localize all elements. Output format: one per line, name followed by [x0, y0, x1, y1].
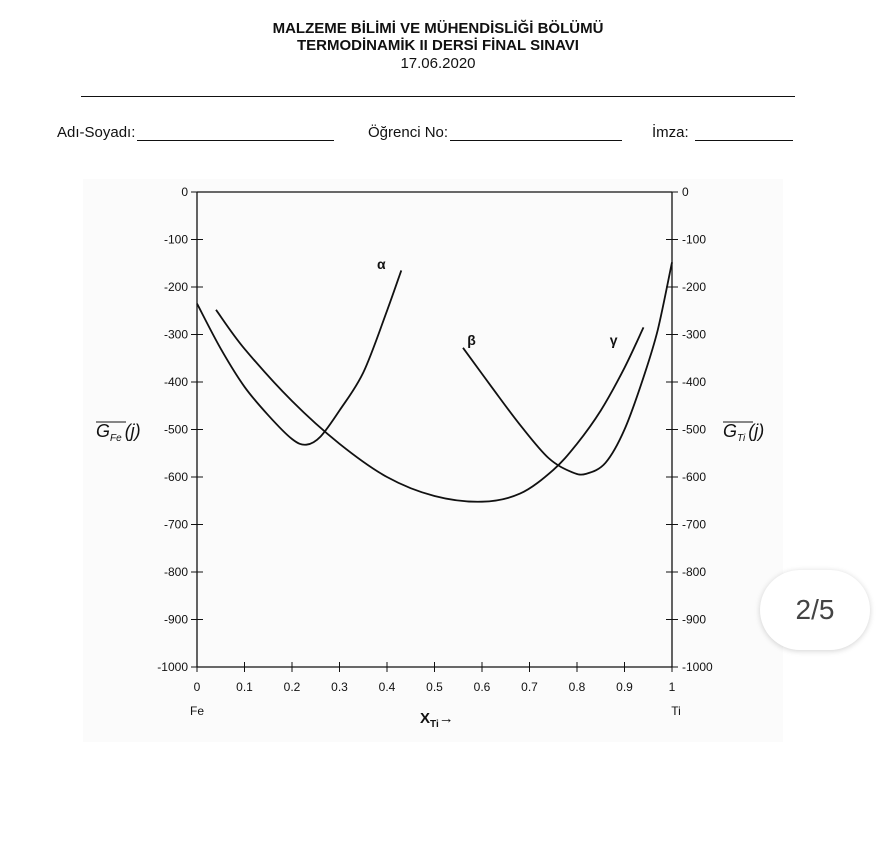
name-blank-line [137, 124, 334, 141]
x-tick-label: 0.6 [473, 680, 491, 694]
y-tick-label-left: -500 [163, 422, 188, 437]
x-tick-label: 0.8 [568, 680, 586, 694]
name-field [57, 124, 334, 141]
chart-curves [197, 262, 672, 501]
signature-blank-line [695, 124, 793, 141]
y-tick-label-left: -1000 [157, 660, 188, 674]
y-axis-title-right-text: $G_{Ti}$ (j) [723, 421, 765, 444]
x-tick-label: 1 [668, 680, 676, 694]
curve-beta [216, 310, 644, 502]
y-axis-title-right [723, 421, 764, 444]
y-tick-label-left: -800 [163, 565, 188, 579]
y-tick-label-right: -300 [682, 327, 707, 342]
x-end-label-ti: Ti [671, 704, 681, 718]
chart-axes [197, 192, 672, 667]
x-tick-label: 0.4 [378, 680, 396, 694]
x-axis-title: $X_{Ti}\to$ [420, 710, 454, 730]
x-tick-label: 0.2 [283, 680, 301, 694]
title-line-2: TERMODİNAMİK II DERSİ FİNAL SINAVI [297, 37, 579, 54]
y-tick-label-left: -900 [163, 612, 188, 627]
x-end-label-fe: Fe [189, 704, 205, 718]
student-no-label: Öğrenci No: [368, 124, 449, 141]
y-tick-label-right: -400 [682, 375, 707, 389]
x-tick-label: 0.3 [331, 680, 348, 694]
y-axis-title-left [96, 421, 141, 444]
signature-label: İmza: [652, 124, 689, 141]
curve-gamma [463, 262, 672, 474]
y-tick-label-right: -500 [682, 422, 707, 437]
curve-label-beta: β [467, 331, 476, 348]
y-axis-title-left-text: $G_{Fe}$ (j) [96, 421, 141, 444]
curve-alpha [197, 270, 401, 444]
x-tick-label: 0.1 [236, 680, 253, 694]
y-tick-label-left: -700 [163, 517, 188, 532]
y-tick-label-right: -1000 [682, 660, 713, 674]
chart-ticks [157, 185, 713, 694]
y-tick-label-left: -600 [163, 470, 188, 484]
gibbs-energy-chart-panel [83, 179, 783, 742]
chart-labels [96, 256, 764, 730]
curve-label-alpha: α [377, 255, 386, 272]
gibbs-energy-chart [83, 179, 783, 742]
header-divider [81, 96, 795, 97]
y-tick-label-left: -100 [163, 232, 188, 247]
document-header [0, 20, 876, 74]
y-tick-label-left: -400 [163, 375, 188, 389]
y-tick-label-right: 0 [682, 185, 689, 199]
y-tick-label-right: -800 [682, 565, 707, 579]
x-tick-label: 0 [193, 680, 201, 694]
signature-field [652, 124, 793, 141]
curve-label-gamma: γ [609, 331, 618, 348]
y-tick-label-right: -600 [682, 470, 707, 484]
y-tick-label-right: -200 [682, 280, 707, 294]
y-tick-label-right: -100 [682, 232, 707, 247]
x-tick-label: 0.9 [616, 680, 633, 694]
student-no-field [368, 124, 622, 141]
page-indicator[interactable]: 2/5 [760, 570, 870, 650]
x-tick-label: 0.5 [426, 680, 443, 694]
y-tick-label-left: -200 [163, 280, 188, 294]
exam-date: 17.06.2020 [400, 55, 476, 72]
y-tick-label-right: -700 [682, 517, 707, 532]
y-tick-label-left: -300 [163, 327, 188, 342]
y-tick-label-right: -900 [682, 612, 707, 627]
title-line-1: MALZEME BİLİMİ VE MÜHENDİSLİĞİ BÖLÜMÜ [272, 20, 604, 37]
name-label: Adı-Soyadı: [57, 124, 136, 141]
y-tick-label-left: 0 [181, 185, 188, 199]
student-no-blank-line [450, 124, 622, 141]
x-tick-label: 0.7 [521, 680, 538, 694]
